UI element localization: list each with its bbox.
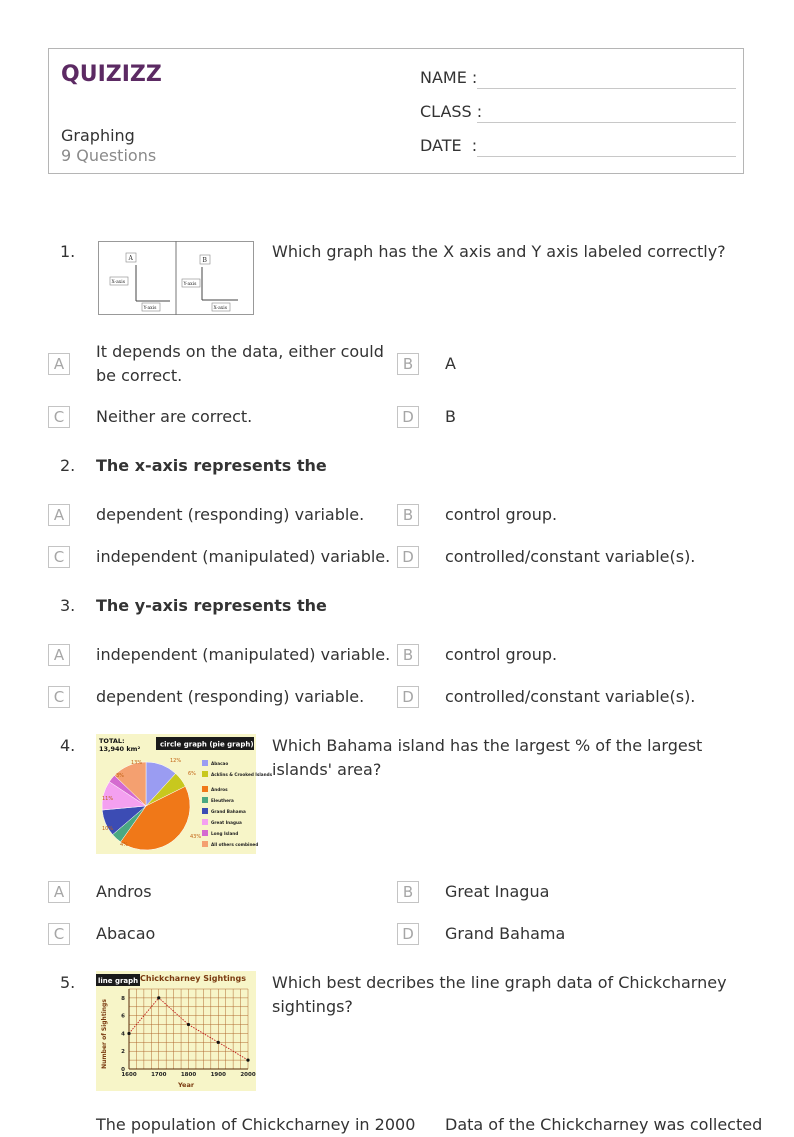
legend-swatch [202,841,208,847]
option-letter-b[interactable]: B [397,504,419,526]
line-y-axis-label: Number of Sightings [101,999,108,1069]
name-label: NAME : [420,68,478,87]
question-text: The y-axis represents the [96,596,327,615]
option-letter-a[interactable]: A [48,504,70,526]
question-number: 4. [60,736,76,755]
legend-swatch [202,819,208,825]
legend-swatch [202,786,208,792]
x-tick-label: 1600 [121,1072,137,1078]
name-field[interactable] [420,68,736,90]
option-text[interactable]: Great Inagua [445,882,550,901]
option-text[interactable]: Abacao [96,924,156,943]
question-text: The x-axis represents the [96,456,327,475]
legend-label: Long Island [211,831,239,836]
option-text[interactable]: controlled/constant variable(s). [445,547,696,566]
line-chart-figure [96,971,256,1091]
legend-swatch [202,830,208,836]
panel-a-label: A [128,255,133,262]
pie-percent-label: 11% [102,796,114,802]
panel-a-x-label: Y-axis [143,306,157,311]
option-text[interactable]: Grand Bahama [445,924,566,943]
option-text[interactable]: The population of Chickcharney in 2000 [96,1115,416,1134]
panel-a-y-label: X-axis [111,280,126,285]
option-text[interactable]: control group. [445,505,558,524]
x-tick-label: 1800 [180,1072,197,1078]
option-letter-a[interactable]: A [48,881,70,903]
pie-percent-label: 10% [102,826,114,832]
panel-b-y-label: Y-axis [183,282,197,287]
pie-percent-label: 43% [190,834,202,840]
option-text[interactable]: It depends on the data, either could be correct. [96,342,384,385]
x-tick-label: 1700 [151,1072,167,1078]
panel-b-label: B [202,257,207,264]
logo-text: QUIZIZZ [61,62,162,87]
option-letter-b[interactable]: B [397,353,419,375]
legend-label: Andros [211,787,228,792]
option-letter-a[interactable]: A [48,353,70,375]
y-tick-label: 6 [121,1013,125,1020]
quizizz-logo [61,59,161,89]
legend-swatch [202,760,208,766]
name-line[interactable] [477,88,736,89]
option-text[interactable]: independent (manipulated) variable. [96,547,391,566]
legend-label: Great Inagua [211,820,242,825]
option-text[interactable]: control group. [445,645,558,664]
y-tick-label: 8 [121,995,125,1002]
pie-total-label: TOTAL: [99,737,125,745]
pie-percent-label: 12% [170,758,182,764]
legend-label: Abacao [211,761,229,766]
class-field[interactable] [420,102,736,124]
option-letter-d[interactable]: D [397,923,419,945]
worksheet-header [48,48,744,174]
pie-banner-text: circle graph (pie graph) [160,740,254,749]
option-letter-c[interactable]: C [48,546,70,568]
option-letter-a[interactable]: A [48,644,70,666]
sightings-data-point [187,1023,190,1026]
question-number: 3. [60,596,76,615]
pie-chart-figure [96,734,273,854]
option-letter-d[interactable]: D [397,546,419,568]
question-number: 1. [60,242,76,261]
class-line[interactable] [477,122,736,123]
date-line[interactable] [477,156,736,157]
question-count: 9 Questions [61,146,157,165]
legend-swatch [202,808,208,814]
option-letter-c[interactable]: C [48,406,70,428]
question-number: 5. [60,973,76,992]
option-letter-c[interactable]: C [48,923,70,945]
axes-comparison-figure [98,241,254,315]
date-field[interactable] [420,136,736,158]
option-text[interactable]: Data of the Chickcharney was collected [445,1115,763,1134]
worksheet-title: Graphing [61,126,135,145]
pie-percent-label: 4% [120,842,128,848]
option-text[interactable]: Andros [96,882,152,901]
legend-swatch [202,771,208,777]
option-text[interactable]: Neither are correct. [96,407,253,426]
option-letter-d[interactable]: D [397,686,419,708]
pie-total-value: 13,940 km² [99,745,141,753]
x-tick-label: 2000 [240,1072,256,1078]
sightings-data-point [217,1041,220,1044]
legend-label: Grand Bahama [211,809,246,814]
pie-percent-label: 13% [131,760,143,766]
pie-percent-label: 3% [116,773,124,779]
option-text[interactable]: dependent (responding) variable. [96,505,365,524]
option-letter-c[interactable]: C [48,686,70,708]
line-chart-title: Chickcharney Sightings [140,974,246,983]
x-tick-label: 1900 [210,1072,226,1078]
line-x-axis-label: Year [177,1081,195,1089]
legend-label: All others combined [211,842,259,847]
y-tick-label: 2 [121,1049,125,1056]
y-tick-label: 4 [121,1031,125,1038]
option-letter-b[interactable]: B [397,644,419,666]
question-text: Which graph has the X axis and Y axis labeled correctly? [272,242,726,261]
option-text[interactable]: controlled/constant variable(s). [445,687,696,706]
option-text[interactable]: A [445,354,456,373]
option-letter-b[interactable]: B [397,881,419,903]
panel-b-x-label: X-axis [213,306,228,311]
question-number: 2. [60,456,76,475]
question-text: Which best decribes the line graph data of Chickcharney sightings? [272,973,727,1016]
y-tick-label: 0 [121,1067,125,1073]
option-letter-d[interactable]: D [397,406,419,428]
sightings-data-point [157,996,160,999]
sightings-data-point [246,1059,249,1062]
sightings-data-point [127,1032,130,1035]
legend-label: Eleuthera [211,798,234,803]
option-text[interactable]: dependent (responding) variable. [96,687,365,706]
class-label: CLASS : [420,102,483,121]
date-label: DATE : [420,136,478,155]
pie-percent-label: 6% [188,771,196,777]
line-tag-text: line graph [98,977,139,985]
option-text[interactable]: B [445,407,456,426]
legend-swatch [202,797,208,803]
legend-label: Acklins & Crooked Islands [211,772,273,777]
option-text[interactable]: independent (manipulated) variable. [96,645,391,664]
question-text: Which Bahama island has the largest % of the largest islands' area? [272,736,703,779]
